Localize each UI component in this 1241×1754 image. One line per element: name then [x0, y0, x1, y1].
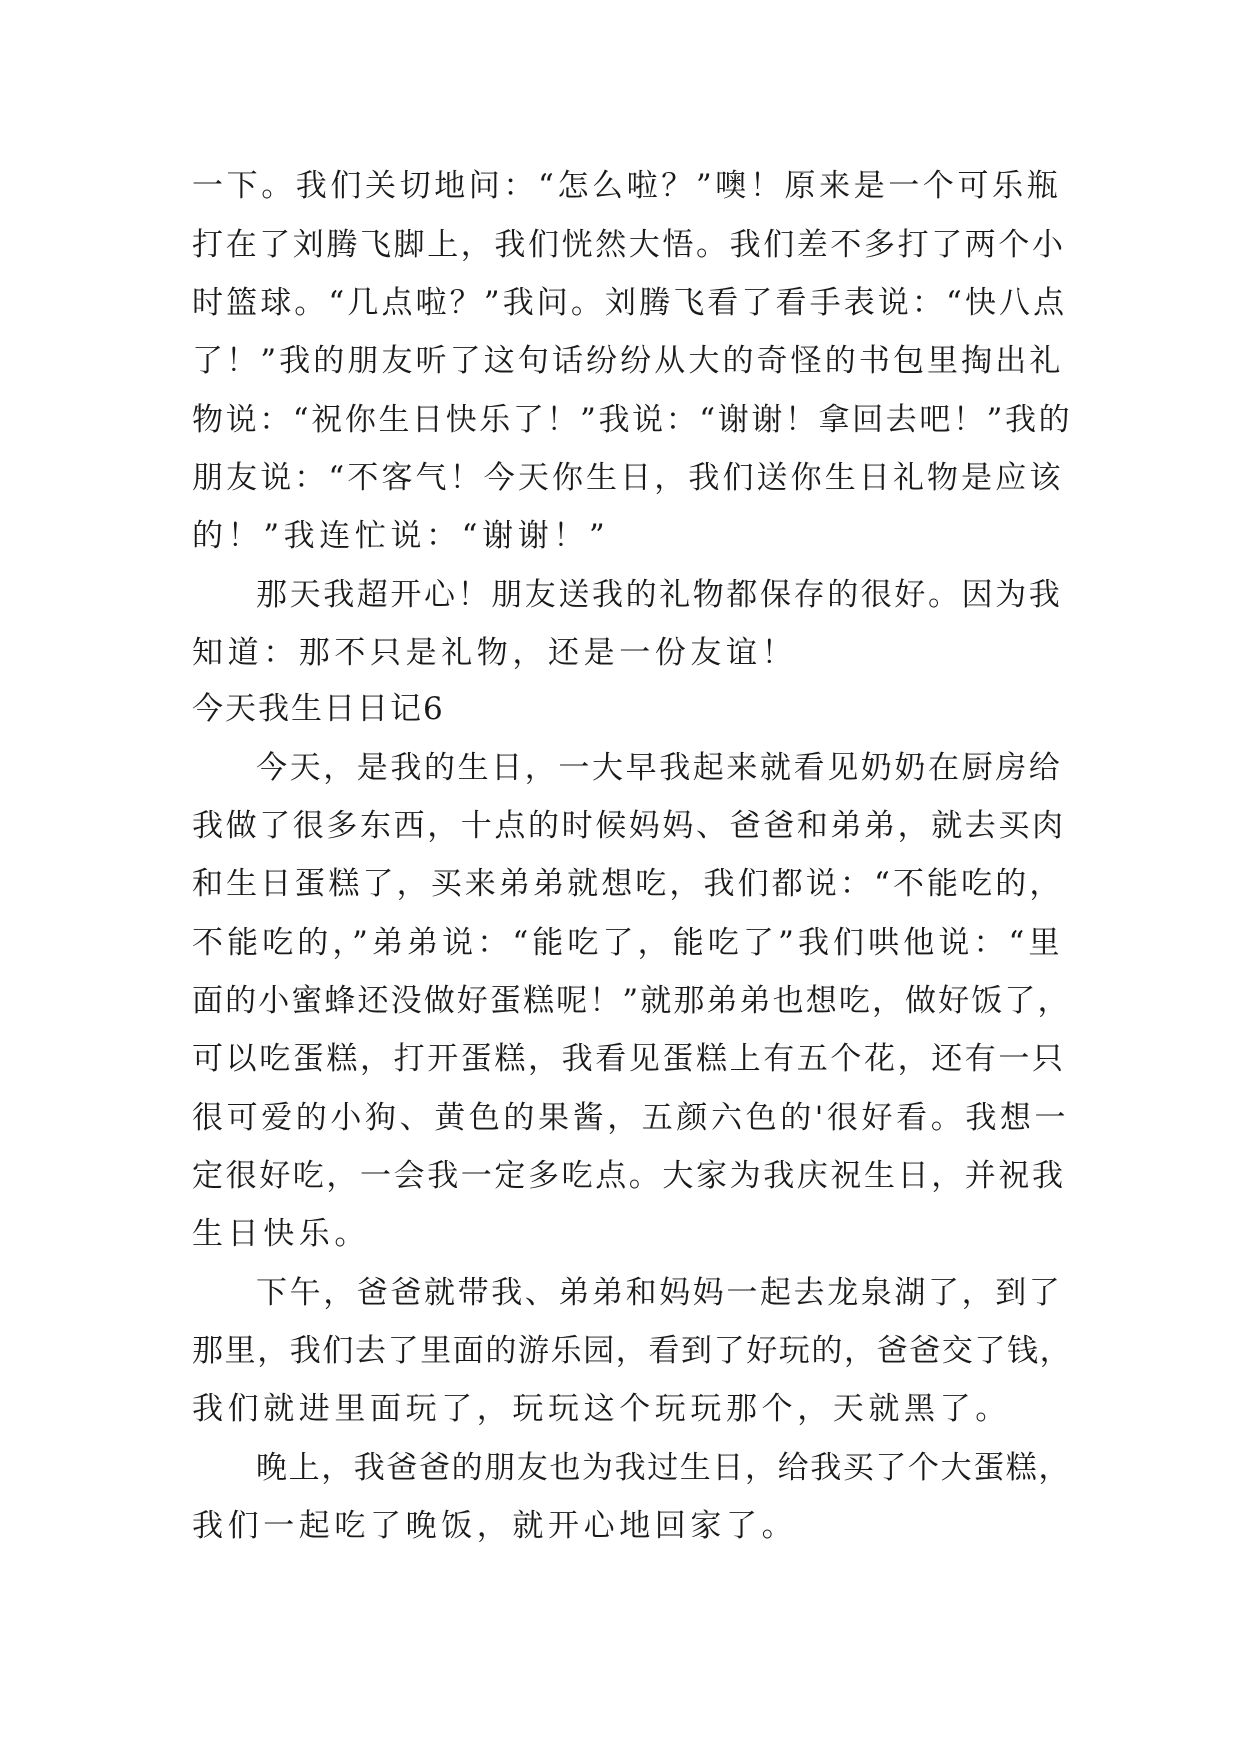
text-line: 不能吃的，”弟弟说：“能吃了，能吃了”我们哄他说：“里 [192, 925, 1064, 961]
text-line: 面的小蜜蜂还没做好蛋糕呢！”就那弟弟也想吃，做好饭了， [192, 983, 1071, 1019]
text-line: 那里，我们去了里面的游乐园，看到了好玩的，爸爸交了钱， [192, 1333, 1072, 1369]
text-line: 生日快乐。 [192, 1216, 370, 1252]
text-line: 了！”我的朋友听了这句话纷纷从大的奇怪的书包里掏出礼 [192, 343, 1064, 379]
paragraph-start-line: 那天我超开心！朋友送我的礼物都保存的很好。因为我 [256, 577, 1063, 613]
text-line: 和生日蛋糕了，买来弟弟就想吃，我们都说：“不能吃的， [192, 866, 1064, 902]
text-line: 物说：“祝你生日快乐了！”我说：“谢谢！拿回去吧！”我的 [192, 402, 1072, 438]
text-line: 打在了刘腾飞脚上，我们恍然大悟。我们差不多打了两个小 [192, 227, 1066, 263]
text-line: 的！”我连忙说：“谢谢！” [192, 518, 610, 554]
text-line: 我做了很多东西，十点的时候妈妈、爸爸和弟弟，就去买肉 [192, 808, 1066, 844]
text-line: 我们一起吃了晚饭，就开心地回家了。 [192, 1508, 798, 1544]
text-line: 定很好吃，一会我一定多吃点。大家为我庆祝生日，并祝我 [192, 1158, 1066, 1194]
paragraph-start-line: 今天，是我的生日，一大早我起来就看见奶奶在厨房给 [256, 750, 1063, 786]
text-line: 朋友说：“不客气！今天你生日，我们送你生日礼物是应该 [192, 460, 1064, 496]
text-line: 一下。我们关切地问：“怎么啦？”噢！原来是一个可乐瓶 [192, 168, 1062, 204]
text-line: 知道：那不只是礼物，还是一份友谊！ [192, 635, 798, 671]
paragraph-start-line: 下午，爸爸就带我、弟弟和妈妈一起去龙泉湖了，到了 [256, 1275, 1063, 1311]
paragraph-start-line: 晚上，我爸爸的朋友也为我过生日，给我买了个大蛋糕， [256, 1450, 1071, 1486]
text-line: 可以吃蛋糕，打开蛋糕，我看见蛋糕上有五个花，还有一只 [192, 1041, 1066, 1077]
text-line: 很可爱的小狗、黄色的果酱，五颜六色的'很好看。我想一 [192, 1100, 1070, 1136]
section-heading: 今天我生日日记6 [192, 691, 445, 727]
text-line: 我们就进里面玩了，玩玩这个玩玩那个，天就黑了。 [192, 1391, 1011, 1427]
text-line: 时篮球。“几点啦？”我问。刘腾飞看了看手表说：“快八点 [192, 285, 1068, 321]
